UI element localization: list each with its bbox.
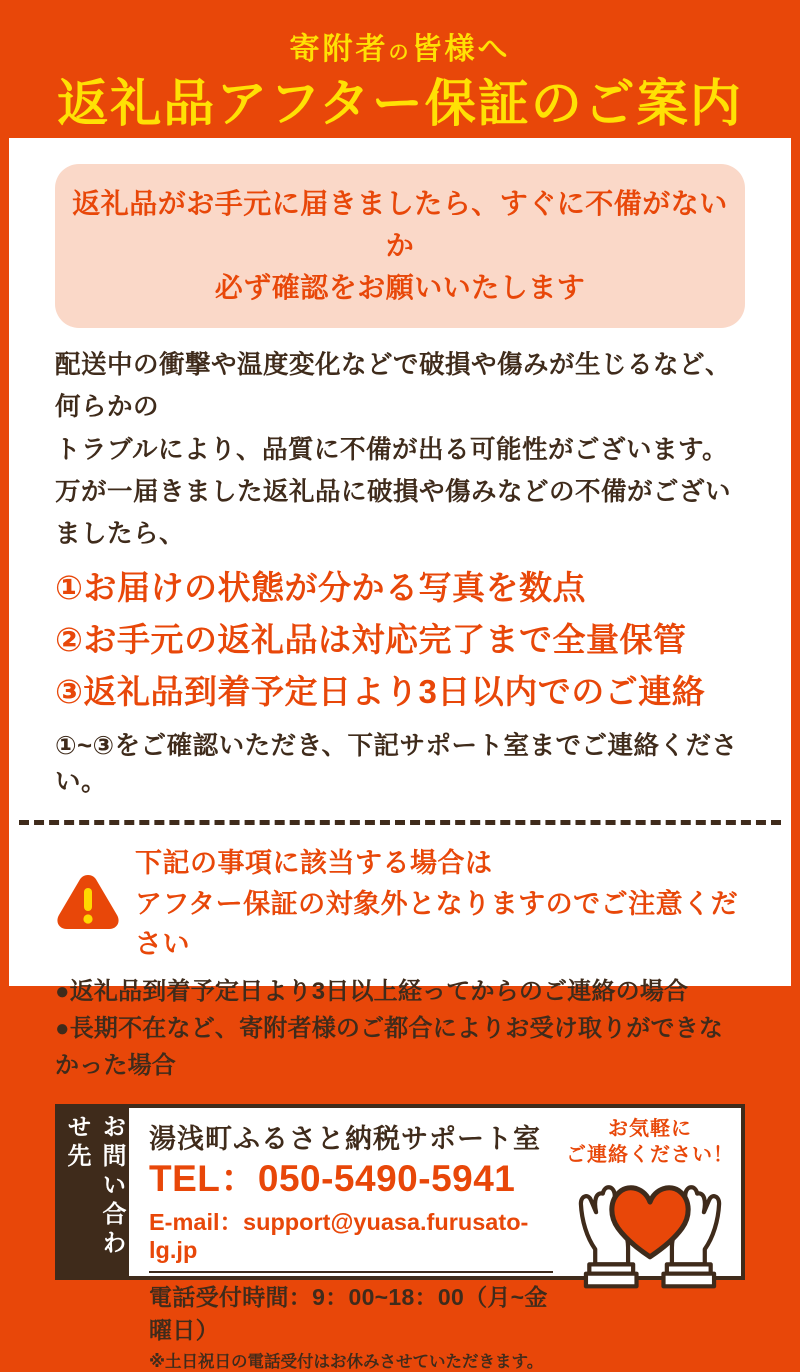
contact-box bbox=[55, 1104, 745, 1371]
cta-text bbox=[559, 1116, 741, 1168]
exclusion-item-2: ●長期不在など、寄附者様のご都合によりお受け取りができなかった場合 bbox=[55, 1014, 724, 1079]
notice-box bbox=[55, 164, 745, 328]
step-item-1: ①お届けの状態が分かる写真を数点 bbox=[55, 568, 586, 606]
contact-tel[interactable]: TEL：050-5490-5941 bbox=[149, 1158, 516, 1200]
warning-triangle-icon bbox=[55, 870, 121, 937]
steps-list bbox=[55, 562, 745, 718]
content-panel bbox=[9, 138, 791, 1371]
page-title: 返礼品アフター保証のご案内 bbox=[57, 75, 743, 132]
header-banner bbox=[0, 0, 800, 138]
contact-details bbox=[129, 1108, 559, 1371]
intro-line-3: 万が一届きました返礼品に破損や傷みなどの不備がございましたら、 bbox=[55, 477, 732, 549]
steps-note: ①~③をご確認いただき、下記サポート室までご連絡ください。 bbox=[55, 732, 738, 797]
contact-org-name: 湯浅町ふるさと納税サポート室 bbox=[149, 1124, 541, 1155]
cta-line-2: ご連絡ください！ bbox=[566, 1144, 734, 1167]
intro-paragraph bbox=[55, 344, 745, 556]
contact-email[interactable]: E-mail：support@yuasa.furusato-lg.jp bbox=[149, 1208, 529, 1263]
warning-line-1: 下記の事項に該当する場合は bbox=[135, 848, 493, 879]
warning-block bbox=[55, 843, 745, 965]
exclusion-item-1: ●返礼品到着予定日より3日以上経ってからのご連絡の場合 bbox=[55, 977, 689, 1005]
cta-line-1: お気軽に bbox=[608, 1118, 692, 1141]
step-item-2: ②お手元の返礼品は対応完了まで全量保管 bbox=[55, 620, 687, 658]
intro-line-2: トラブルにより、品質に不備が出る可能性がございます。 bbox=[55, 435, 728, 464]
warning-line-2: アフター保証の対象外となりますのでご注意ください bbox=[135, 888, 739, 960]
notice-line-1: 返礼品がお手元に届きましたら、すぐに不備がないか bbox=[72, 188, 728, 261]
contact-divider bbox=[149, 1271, 553, 1273]
contact-hours-note: ※土日祝日の電話受付はお休みさせていただきます。 bbox=[149, 1352, 544, 1371]
audience-prefix: 寄附者 bbox=[289, 33, 389, 66]
warning-text bbox=[135, 843, 745, 965]
audience-particle: の bbox=[388, 42, 412, 64]
intro-line-1: 配送中の衝撃や温度変化などで破損や傷みが生じるなど、何らかの bbox=[55, 351, 732, 422]
contact-sidebar-label: お問い合わせ先 bbox=[59, 1108, 129, 1276]
contact-cta bbox=[559, 1108, 741, 1276]
notice-line-2: 必ず確認をお願いいたします bbox=[214, 272, 586, 303]
dashed-divider bbox=[19, 820, 781, 825]
exclusions-list bbox=[55, 973, 745, 1085]
audience-suffix: 皆様へ bbox=[411, 33, 511, 66]
contact-hours: 電話受付時間：9：00~18：00（月~金曜日） bbox=[149, 1283, 548, 1343]
header-audience-line bbox=[0, 24, 800, 68]
step-item-3: ③返礼品到着予定日より3日以内でのご連絡 bbox=[55, 672, 706, 710]
content-area bbox=[9, 164, 791, 1371]
hands-holding-heart-icon bbox=[559, 1170, 741, 1293]
